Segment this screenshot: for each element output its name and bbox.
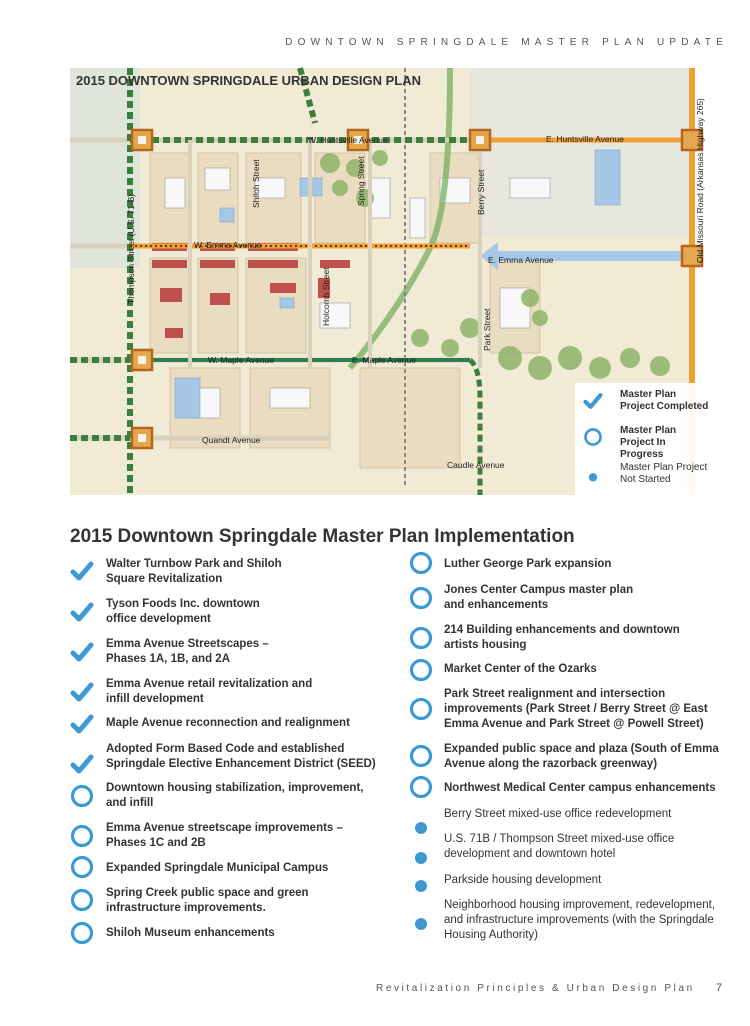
footer-section-title: Revitalization Principles & Urban Design Plan — [376, 983, 695, 994]
project-item-label — [106, 716, 350, 731]
project-item-line: Expanded Springdale Municipal Campus — [106, 862, 329, 874]
project-item-line: improvements (Park Street / Berry Street @ East — [444, 703, 708, 715]
project-item-line: and enhancements — [444, 599, 549, 611]
project-item-line: Maple Avenue reconnection and realignment — [106, 717, 350, 729]
project-item-line: artists housing — [444, 639, 527, 651]
project-item-line: and infrastructure improvements (with the Springdale — [444, 914, 714, 926]
project-item-line: Tyson Foods Inc. downtown — [106, 598, 260, 610]
project-item-line: Adopted Form Based Code and established — [106, 743, 345, 755]
page-number: 7 — [716, 982, 723, 994]
street-label-holcomb: Holcomb Street — [321, 267, 331, 326]
street-label-quandt: Quandt Avenue — [202, 435, 261, 445]
checkmark-icon — [70, 752, 94, 776]
project-item-line: Emma Avenue Streetscapes – — [106, 638, 269, 650]
ring-icon — [409, 775, 433, 799]
street-label-w-emma: W. Emma Avenue — [194, 240, 262, 250]
legend-not-started-label: Master Plan Project Not Started — [620, 462, 708, 485]
ring-icon — [70, 824, 94, 848]
project-item-label — [444, 781, 716, 796]
project-item-line: Berry Street mixed-use office redevelopment — [444, 808, 672, 820]
dot-icon — [409, 816, 433, 840]
project-item-label — [444, 557, 611, 572]
project-item-label — [444, 583, 633, 613]
street-label-e-maple: E. Maple Avenue — [352, 355, 417, 365]
project-item-label — [106, 861, 328, 876]
checkmark-icon — [70, 712, 94, 736]
ring-icon — [583, 427, 603, 447]
map-legend — [575, 383, 709, 495]
project-item-line: Jones Center Campus master plan — [444, 584, 634, 596]
ring-icon — [70, 888, 94, 912]
legend-completed-label: Master Plan Project Completed — [620, 389, 709, 412]
project-item-line: and infill — [106, 797, 154, 809]
project-item-label — [106, 886, 309, 916]
checkmark-icon — [70, 640, 94, 664]
street-label-caudle: Caudle Avenue — [447, 460, 505, 470]
ring-icon — [70, 921, 94, 945]
project-item-line: infill development — [106, 693, 204, 705]
street-label-e-huntsville: E. Huntsville Avenue — [546, 134, 624, 144]
street-label-old-missouri: Old Missouri Road (Arkansas Highway 265) — [695, 98, 705, 263]
document-header: DOWNTOWN SPRINGDALE MASTER PLAN UPDATE — [285, 37, 728, 48]
project-item-line: Emma Avenue streetscape improvements – — [106, 822, 343, 834]
project-item-line: Market Center of the Ozarks — [444, 663, 597, 675]
project-item-label — [106, 677, 312, 707]
street-label-thompson: Thompson Street (U.S. 71-B) — [126, 193, 136, 304]
project-item-line: Phases 1A, 1B, and 2A — [106, 653, 230, 665]
street-label-e-emma: E. Emma Avenue — [488, 255, 554, 265]
project-item-label — [444, 662, 597, 677]
project-item-label — [106, 597, 260, 627]
project-item-line: Emma Avenue and Park Street @ Powell Street) — [444, 718, 704, 730]
project-item-line: office development — [106, 613, 211, 625]
street-label-spring: Spring Street — [356, 156, 366, 206]
ring-icon — [409, 697, 433, 721]
project-item-line: Northwest Medical Center campus enhancements — [444, 782, 716, 794]
project-item-label — [106, 926, 275, 941]
project-item-line: Shiloh Museum enhancements — [106, 927, 275, 939]
checkmark-icon — [70, 680, 94, 704]
street-label-park: Park Street — [482, 308, 492, 351]
urban-design-plan-map — [70, 68, 709, 495]
ring-icon — [409, 658, 433, 682]
project-item-line: Luther George Park expansion — [444, 558, 612, 570]
project-item-line: Emma Avenue retail revitalization and — [106, 678, 313, 690]
project-item-label — [106, 821, 343, 851]
street-label-berry: Berry Street — [476, 169, 486, 215]
project-item-line: Springdale Elective Enhancement District (SEED) — [106, 758, 376, 770]
project-item-line: Avenue along the razorback greenway) — [444, 758, 658, 770]
map-title: 2015 DOWNTOWN SPRINGDALE URBAN DESIGN PLAN — [76, 73, 422, 88]
street-label-shiloh: Shiloh Street — [251, 159, 261, 208]
dot-icon — [409, 912, 433, 936]
project-item-line: Downtown housing stabilization, improvement, — [106, 782, 364, 794]
project-item-label — [444, 898, 715, 943]
project-item-line: Spring Creek public space and green — [106, 887, 309, 899]
project-item-label — [106, 557, 282, 587]
ring-icon — [70, 855, 94, 879]
project-item-line: infrastructure improvements. — [106, 902, 266, 914]
project-item-label — [444, 623, 680, 653]
street-label-w-maple: W. Maple Avenue — [208, 355, 274, 365]
ring-icon — [70, 784, 94, 808]
ring-icon — [409, 744, 433, 768]
checkmark-icon — [70, 559, 94, 583]
project-item-line: Expanded public space and plaza (South of Emma — [444, 743, 719, 755]
project-item-label — [444, 832, 674, 862]
ring-icon — [409, 586, 433, 610]
legend-in-progress-label: Master Plan Project In Progress — [620, 425, 677, 460]
ring-icon — [409, 626, 433, 650]
implementation-title: 2015 Downtown Springdale Master Plan Implementation — [70, 526, 575, 547]
project-item-line: Walter Turnbow Park and Shiloh — [106, 558, 282, 570]
project-item-label — [444, 687, 708, 732]
project-item-line: Square Revitalization — [106, 573, 223, 585]
checkmark-icon — [583, 391, 603, 411]
project-item-line: Neighborhood housing improvement, redevelopment, — [444, 899, 716, 911]
project-item-line: 214 Building enhancements and downtown — [444, 624, 680, 636]
project-item-line: U.S. 71B / Thompson Street mixed-use office — [444, 833, 675, 845]
project-item-label — [444, 873, 601, 888]
ring-icon — [409, 551, 433, 575]
checkmark-icon — [70, 600, 94, 624]
project-item-line: Parkside housing development — [444, 874, 602, 886]
dot-icon — [583, 464, 603, 484]
project-item-line: Park Street realignment and intersection — [444, 688, 666, 700]
project-item-line: development and downtown hotel — [444, 848, 616, 860]
project-item-label — [106, 637, 269, 667]
project-item-label — [106, 781, 363, 811]
project-item-line: Phases 1C and 2B — [106, 837, 206, 849]
project-item-label — [106, 742, 376, 772]
project-item-label — [444, 742, 719, 772]
project-item-line: Housing Authority) — [444, 929, 538, 941]
street-label-w-huntsville: W. Huntsville Avenue — [308, 135, 388, 145]
dot-icon — [409, 874, 433, 898]
project-item-label — [444, 807, 671, 822]
dot-icon — [409, 846, 433, 870]
